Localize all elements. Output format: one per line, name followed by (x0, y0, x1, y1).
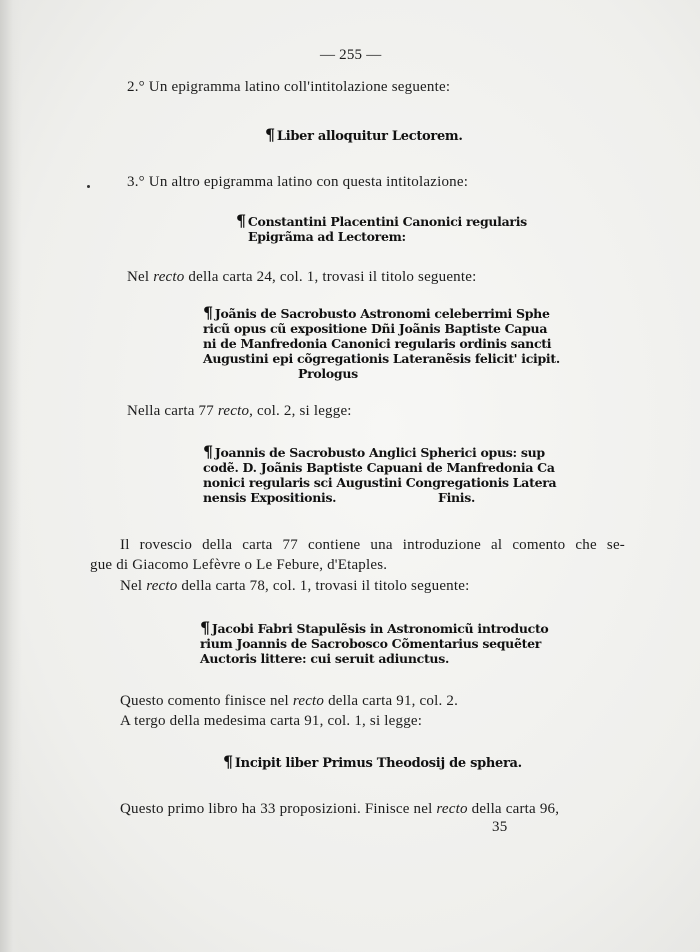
comento-text: Questo comento finisce nel recto della carta 91, col. 2. (120, 693, 459, 709)
rubric-mark: ¶ (265, 125, 275, 144)
ink-speck (87, 185, 90, 188)
rovescio-line-2: gue di Giacomo Lefèvre o Le Febure, d'Etaples. (90, 557, 388, 573)
recto-24-text: Nel recto della carta 24, col. 1, trovasi il titolo seguente: (127, 269, 477, 285)
gothic-title-5: ¶ Jacobi Fabri Stapulẽsis in Astronomicũ introducto rium Joannis de Sacrobosco Cõmentarius sequẽter Auctoris littere: cui seruit adiunctus. (200, 618, 549, 666)
page-number: — 255 — (320, 47, 382, 63)
gothic-title-1: ¶ Liber alloquitur Lectorem. (265, 125, 463, 144)
recto-78-text: Nel recto della carta 78, col. 1, trovasi il titolo seguente: (120, 578, 470, 594)
gothic-title-4: ¶ Joannis de Sacrobusto Anglici Spherici opus: sup codẽ. D. Joãnis Baptiste Capuani de Manfredonia Ca nonici regularis sci Augustini Congregationis Latera nensis Expositionis. Finis. (203, 442, 557, 505)
rubric-mark: ¶ (203, 442, 213, 461)
gothic-title-6: ¶ Incipit liber Primus Theodosij de sphera. (223, 752, 522, 771)
rubric-mark: ¶ (223, 752, 233, 771)
rubric-mark: ¶ (203, 303, 213, 322)
gothic-title-2: ¶ Constantini Placentini Canonici regularis Epigrãma ad Lectorem: (236, 211, 527, 244)
tergo-text: A tergo della medesima carta 91, col. 1, si legge: (120, 713, 423, 729)
item-3-text: 3.° Un altro epigramma latino con questa intitolazione: (127, 174, 469, 190)
primo-libro-text: Questo primo libro ha 33 proposizioni. Finisce nel recto della carta 96, (120, 801, 560, 817)
binding-shadow (0, 0, 22, 952)
item-2-text: 2.° Un epigramma latino coll'intitolazione seguente: (127, 79, 451, 95)
rubric-mark: ¶ (236, 211, 246, 230)
gothic-title-3: ¶ Joãnis de Sacrobusto Astronomi celeberrimi Sphe ricũ opus cũ expositione Dñi Joãnis Baptiste Capua ni de Manfredonia Canonici regularis ordinis sancti Augustini epi cõgregationis Lateranẽsis felicit' icipit. Prologus (203, 303, 560, 381)
rovescio-line-1: Il rovescio della carta 77 contiene una introduzione al comento che se- (120, 537, 625, 553)
rubric-mark: ¶ (200, 618, 210, 637)
signature-mark: 35 (492, 819, 508, 835)
carta-77-text: Nella carta 77 recto, col. 2, si legge: (127, 403, 352, 419)
